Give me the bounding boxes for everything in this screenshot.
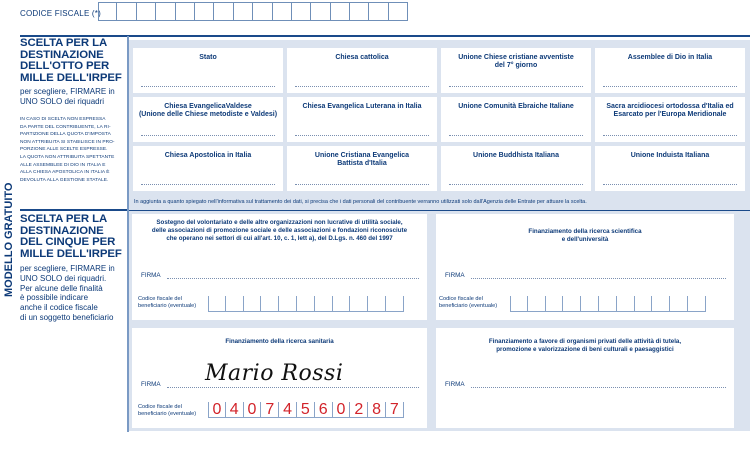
ricerca-scientifica-title: Finanziamento della ricerca scientifica e dell'università [528,228,642,243]
firma-label: FIRMA [141,272,161,279]
volontariato-title: Sostegno del volontariato e delle altre organizzazioni non lucrative di utilità sociale, delle associazioni di promozione sociale e delle associazioni e fondazioni riconosciute che operano nei settori di cui all'art. 10, c. 1, lett a), del D.Lgs. n. 460 del 1997 [151,219,408,242]
ricerca-scientifica-box [436,214,734,320]
otto-per-mille-option-label: Assemblee di Dio in Italia [627,54,713,61]
firma-dotted-line [295,184,429,185]
codice-fiscale-digit-box[interactable] [214,2,233,21]
cf-digit-box[interactable] [226,296,244,312]
side-label: MODELLO GRATUITO [3,182,15,297]
firma-dotted-line [449,135,583,136]
cf-digit-box[interactable] [510,296,528,312]
otto-per-mille-option[interactable] [287,48,437,93]
otto-per-mille-option[interactable] [595,48,745,93]
otto-per-mille-option[interactable] [133,97,283,142]
cf-digit-box[interactable] [617,296,635,312]
codice-fiscale-digit-box[interactable] [253,2,272,21]
otto-per-mille-subtitle: per scegliere, FIRMARE in UNO SOLO dei riquadri [20,87,115,106]
cf-digit-box[interactable]: 0 [244,402,262,418]
codice-fiscale-input[interactable] [98,2,408,21]
firma-dotted-line [603,184,737,185]
cf-digit-box[interactable]: 4 [226,402,244,418]
cf-digit-box[interactable] [670,296,688,312]
otto-per-mille-option-label: Stato [199,54,217,61]
divider-top [20,35,750,37]
codice-fiscale-digit-box[interactable] [389,2,408,21]
cf-digit-box[interactable] [386,296,404,312]
codice-fiscale-digit-box[interactable] [156,2,175,21]
cinque-per-mille-title: SCELTA PER LA DESTINAZIONE DEL CINQUE PER MILLE DELL'IRPEF [20,213,122,260]
codice-fiscale-label: CODICE FISCALE (*) [20,9,101,18]
codice-fiscale-digit-box[interactable] [311,2,330,21]
beni-culturali-firma-field[interactable] [471,387,726,388]
ricerca-scientifica-cf-input[interactable] [510,296,706,312]
otto-per-mille-option[interactable] [441,146,591,191]
codice-fiscale-digit-box[interactable] [234,2,253,21]
codice-fiscale-digit-box[interactable] [369,2,388,21]
cf-digit-box[interactable]: 0 [208,402,226,418]
otto-per-mille-option-label: Chiesa EvangelicaValdese (Unione delle Chiese metodiste e Valdesi) [138,103,278,118]
codice-fiscale-digit-box[interactable] [350,2,369,21]
otto-per-mille-panel [129,40,750,210]
cf-digit-box[interactable] [563,296,581,312]
otto-per-mille-option-label: Chiesa Evangelica Luterana in Italia [302,103,422,110]
cf-digit-box[interactable]: 7 [386,402,404,418]
firma-dotted-line [449,86,583,87]
beni-culturali-box [436,328,734,428]
cf-digit-box[interactable] [368,296,386,312]
cf-digit-box[interactable] [261,296,279,312]
otto-per-mille-option[interactable] [287,97,437,142]
cf-digit-box[interactable]: 5 [297,402,315,418]
beni-culturali-title: Finanziamento a favore di organismi privati delle attività di tutela, promozione e valorizzazione di beni culturali e paesaggistici [488,338,682,353]
firma-dotted-line [295,135,429,136]
firma-dotted-line [141,86,275,87]
volontariato-firma-field[interactable] [167,278,419,279]
otto-per-mille-option[interactable] [595,146,745,191]
cf-digit-box[interactable]: 2 [350,402,368,418]
cf-digit-box[interactable]: 6 [315,402,333,418]
cf-digit-box[interactable] [244,296,262,312]
cf-digit-box[interactable] [350,296,368,312]
otto-per-mille-option[interactable] [133,146,283,191]
firma-dotted-line [295,86,429,87]
firma-label: FIRMA [445,381,465,388]
codice-fiscale-digit-box[interactable] [137,2,156,21]
cf-digit-box[interactable] [688,296,706,312]
otto-per-mille-note: IN CASO DI SCELTA NON ESPRESSA DA PARTE DEL CONTRIBUENTE, LA RI- PARTIZIONE DELLA QUOTA D'IMPOSTA NON ATTRIBUITA SI STABILISCE IN PRO- PORZIONE ALLE SCELTE ESPRESSE. LA QUOTA NON ATTRIBUITA SPETTANTE ALLE ASSEMBLEE DI DIO IN ITALIA E ALLA CHIESA APOSTOLICA IN ITALIA È DEVOLUTA ALLA GESTIONE STATALE. [20,117,115,183]
firma-dotted-line [141,135,275,136]
cf-digit-box[interactable]: 8 [368,402,386,418]
side-label-container [3,182,17,297]
cf-digit-box[interactable] [599,296,617,312]
codice-fiscale-digit-box[interactable] [195,2,214,21]
cf-digit-box[interactable] [297,296,315,312]
codice-fiscale-digit-box[interactable] [273,2,292,21]
firma-label: FIRMA [141,381,161,388]
cf-digit-box[interactable] [652,296,670,312]
cf-digit-box[interactable] [333,296,351,312]
ricerca-sanitaria-cf-input[interactable] [208,402,404,418]
firma-dotted-line [141,184,275,185]
cf-beneficiario-label: Codice fiscale del beneficiario (eventuale) [138,296,197,309]
otto-per-mille-option[interactable] [441,48,591,93]
firma-dotted-line [603,135,737,136]
otto-per-mille-option-label: Chiesa Apostolica in Italia [164,152,252,159]
codice-fiscale-digit-box[interactable] [117,2,136,21]
cf-digit-box[interactable]: 7 [261,402,279,418]
cf-digit-box[interactable] [635,296,653,312]
ricerca-sanitaria-box [132,328,427,428]
cf-digit-box[interactable] [279,296,297,312]
otto-per-mille-option-label: Unione Comunità Ebraiche Italiane [458,103,574,110]
codice-fiscale-digit-box[interactable] [331,2,350,21]
ricerca-scientifica-firma-field[interactable] [471,278,726,279]
cf-digit-box[interactable] [528,296,546,312]
ricerca-sanitaria-signature: Mario Rossi [205,361,344,386]
cf-beneficiario-label: Codice fiscale del beneficiario (eventuale) [439,296,498,309]
ricerca-sanitaria-firma-field[interactable] [167,361,419,388]
otto-per-mille-option-label: Chiesa cattolica [335,54,389,61]
otto-per-mille-option-label: Unione Buddhista Italiana [473,152,559,159]
otto-per-mille-option-label: Unione Induista Italiana [630,152,710,159]
firma-dotted-line [603,86,737,87]
otto-per-mille-option[interactable] [441,97,591,142]
otto-per-mille-option[interactable] [287,146,437,191]
volontariato-box [132,214,427,320]
cf-digit-box[interactable] [208,296,226,312]
otto-per-mille-option-label: Unione Cristiana Evangelica Battista d'Italia [314,152,410,167]
codice-fiscale-digit-box[interactable] [292,2,311,21]
otto-per-mille-option[interactable] [595,97,745,142]
otto-per-mille-title: SCELTA PER LA DESTINAZIONE DELL'OTTO PER MILLE DELL'IRPEF [20,37,122,84]
cf-digit-box[interactable] [581,296,599,312]
otto-per-mille-option[interactable] [133,48,283,93]
firma-dotted-line [449,184,583,185]
cf-beneficiario-label: Codice fiscale del beneficiario (eventuale) [138,404,197,417]
cf-digit-box[interactable]: 0 [333,402,351,418]
cf-digit-box[interactable] [546,296,564,312]
firma-label: FIRMA [445,272,465,279]
cf-digit-box[interactable]: 4 [279,402,297,418]
codice-fiscale-digit-box[interactable] [176,2,195,21]
ricerca-sanitaria-title: Finanziamento della ricerca sanitaria [225,338,334,345]
cinque-per-mille-subtitle: per scegliere, FIRMARE in UNO SOLO dei riquadri. Per alcune delle finalità è possibile indicare anche il codice fiscale di un soggetto beneficiario [20,264,115,322]
privacy-note: In aggiunta a quanto spiegato nell'informativa sul trattamento dei dati, si precisa che i dati personali del contribuente verranno utilizzati solo dall'Agenzia delle Entrate per attuare la scelta. [134,199,587,205]
codice-fiscale-digit-box[interactable] [98,2,117,21]
otto-per-mille-option-label: Sacra arcidiocesi ortodossa d'Italia ed Esarcato per l'Europa Meridionale [606,103,734,118]
cinque-per-mille-panel [129,211,750,431]
volontariato-cf-input[interactable] [208,296,404,312]
otto-per-mille-option-label: Unione Chiese cristiane avventiste del 7° giorno [458,54,574,69]
cf-digit-box[interactable] [315,296,333,312]
